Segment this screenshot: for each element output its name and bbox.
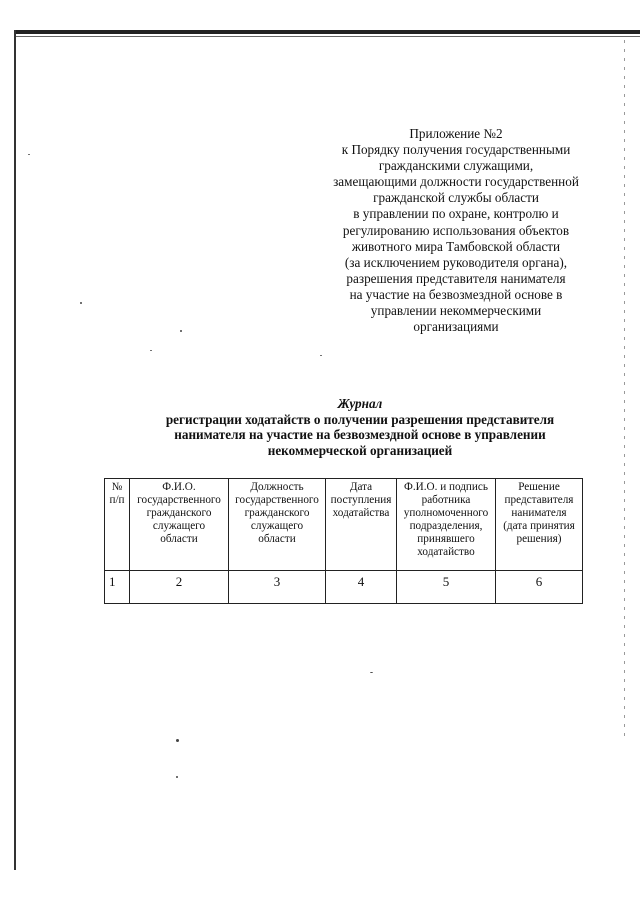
appendix-line: замещающими должности государственной bbox=[333, 174, 579, 190]
journal-subtitle-line: регистрации ходатайств о получении разрешения представителя bbox=[165, 411, 555, 427]
header-text: принявшего bbox=[417, 533, 475, 545]
appendix-line: регулированию использования объектов bbox=[342, 222, 570, 238]
registration-table bbox=[104, 478, 583, 604]
header-cell-fio bbox=[130, 479, 229, 571]
scan-speck bbox=[320, 355, 322, 356]
header-text: ходатайство bbox=[417, 546, 475, 558]
header-text: поступления bbox=[330, 494, 392, 506]
header-text: уполномоченного bbox=[403, 507, 489, 519]
header-text: государственного bbox=[235, 494, 319, 506]
header-text: служащего bbox=[250, 520, 304, 532]
header-text: представителя bbox=[504, 494, 574, 506]
scan-speck bbox=[180, 330, 182, 332]
appendix-line: гражданскими служащими, bbox=[378, 158, 534, 174]
header-cell-date bbox=[326, 479, 397, 571]
header-text: нанимателя bbox=[511, 507, 567, 519]
header-cell-position bbox=[229, 479, 326, 571]
scan-border-right bbox=[624, 40, 625, 740]
scan-border-left bbox=[14, 30, 16, 870]
journal-subtitle-line: некоммерческой организацией bbox=[267, 442, 453, 458]
header-text: п/п bbox=[109, 494, 125, 506]
header-cell-receiver bbox=[397, 479, 496, 571]
header-text: решения) bbox=[516, 533, 562, 545]
header-text: Ф.И.О. bbox=[162, 481, 196, 493]
header-text: Дата bbox=[349, 481, 373, 493]
header-text: области bbox=[160, 533, 198, 545]
scan-speck bbox=[370, 672, 373, 673]
header-text: работника bbox=[421, 494, 471, 506]
appendix-line: организациями bbox=[413, 319, 499, 335]
header-text: государственного bbox=[137, 494, 221, 506]
column-number-cell: 2 bbox=[130, 571, 229, 604]
header-text: № bbox=[111, 481, 123, 493]
header-text: Ф.И.О. и подпись bbox=[404, 481, 488, 493]
scan-speck bbox=[150, 350, 152, 351]
scan-speck bbox=[176, 776, 178, 778]
header-text: Решение bbox=[518, 481, 560, 493]
scan-border-line bbox=[14, 36, 640, 37]
appendix-line: на участие на безвозмездной основе в bbox=[349, 286, 563, 302]
header-text: гражданского bbox=[244, 507, 310, 519]
appendix-line: к Порядку получения государственными bbox=[341, 142, 571, 158]
header-text: гражданского bbox=[146, 507, 212, 519]
header-cell-decision bbox=[496, 479, 583, 571]
column-number-cell: 3 bbox=[229, 571, 326, 604]
appendix-line: в управлении по охране, контролю и bbox=[353, 206, 559, 222]
column-number-cell: 4 bbox=[326, 571, 397, 604]
appendix-header bbox=[312, 126, 600, 335]
column-number-cell: 6 bbox=[496, 571, 583, 604]
scan-speck bbox=[28, 154, 30, 155]
appendix-line: Приложение №2 bbox=[409, 126, 503, 141]
table-header-row bbox=[105, 479, 583, 571]
appendix-line: разрешения представителя нанимателя bbox=[346, 270, 566, 286]
header-cell-number bbox=[105, 479, 130, 571]
appendix-line: гражданской службы области bbox=[373, 190, 539, 206]
journal-title: Журнал bbox=[337, 396, 383, 411]
table-number-row bbox=[105, 571, 583, 604]
header-text: служащего bbox=[152, 520, 206, 532]
scan-speck bbox=[80, 302, 82, 304]
journal-subtitle-line: нанимателя на участие на безвозмездной основе в управлении bbox=[174, 427, 546, 443]
appendix-line: управлении некоммерческими bbox=[370, 303, 542, 319]
header-text: (дата принятия bbox=[503, 520, 575, 532]
column-number-cell: 5 bbox=[397, 571, 496, 604]
header-text: подразделения, bbox=[409, 520, 483, 532]
appendix-line: животного мира Тамбовской области bbox=[351, 238, 561, 254]
scan-border-top bbox=[14, 30, 640, 34]
header-text: Должность bbox=[250, 481, 304, 493]
header-text: области bbox=[258, 533, 296, 545]
journal-heading bbox=[100, 396, 620, 458]
header-text: ходатайства bbox=[332, 507, 390, 519]
column-number-cell: 1 bbox=[105, 571, 130, 604]
scan-speck bbox=[176, 739, 179, 742]
appendix-line: (за исключением руководителя органа), bbox=[344, 254, 568, 270]
